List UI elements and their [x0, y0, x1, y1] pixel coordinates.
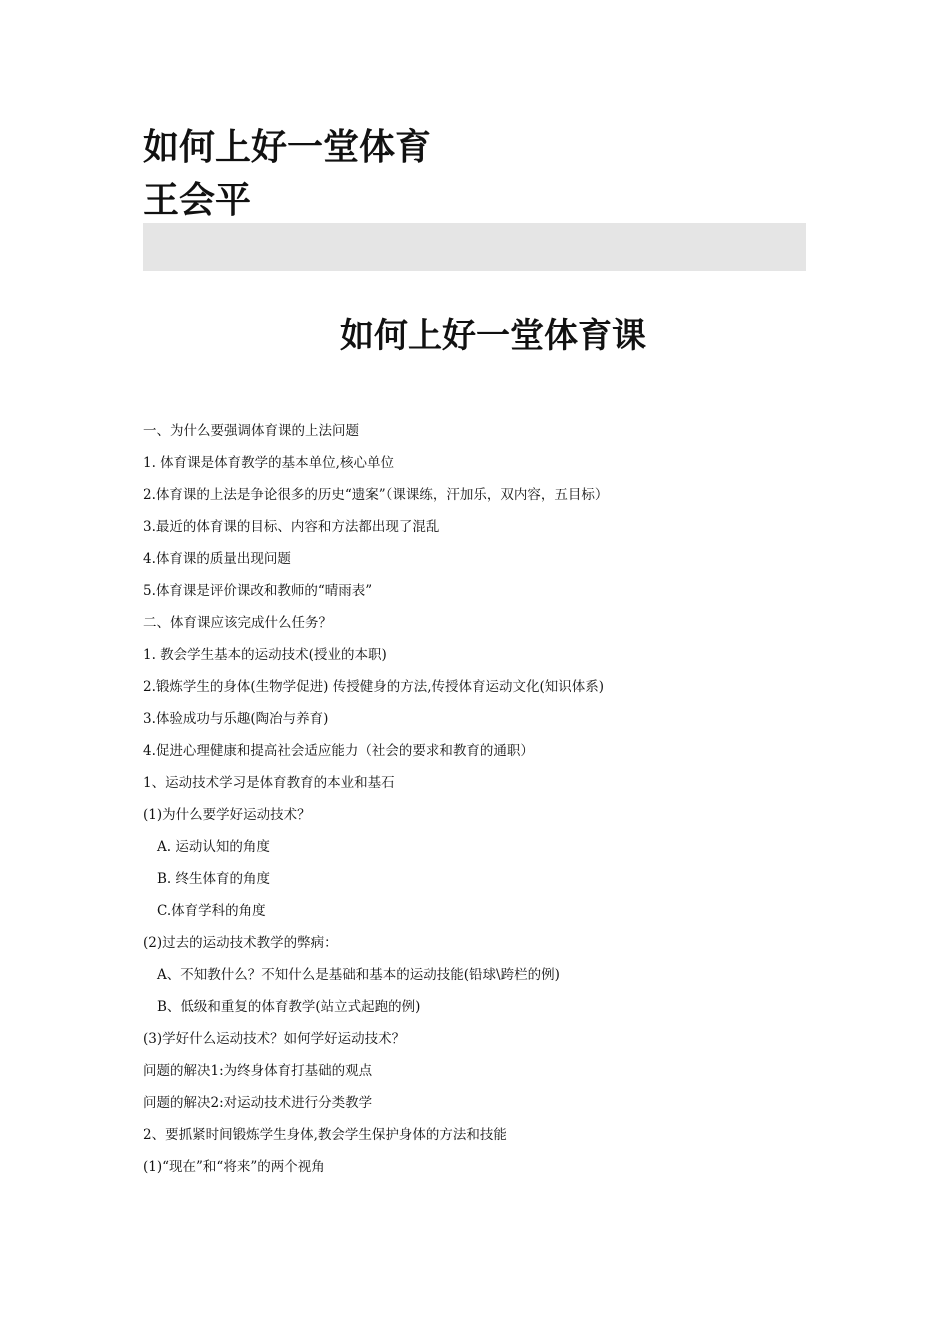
content-line: 2.体育课的上法是争论很多的历史“遗案”（课课练，汗加乐，双内容，五目标）	[143, 487, 609, 503]
content-line: 1. 体育课是体育教学的基本单位,核心单位	[143, 455, 394, 471]
content-line: (1)“现在”和“将来”的两个视角	[143, 1159, 325, 1175]
content-line: (3)学好什么运动技术？如何学好运动技术？	[143, 1031, 406, 1047]
gray-banner	[143, 223, 806, 271]
content-line: (2)过去的运动技术教学的弊病：	[143, 935, 338, 951]
content-line: 5.体育课是评价课改和教师的“晴雨表”	[143, 583, 373, 599]
content-line: 一、为什么要强调体育课的上法问题	[143, 423, 359, 439]
content-line: 4.体育课的质量出现问题	[143, 551, 291, 567]
content-line: 3.最近的体育课的目标、内容和方法都出现了混乱	[143, 519, 440, 535]
content-line: B. 终生体育的角度	[157, 871, 271, 887]
content-line: 1. 教会学生基本的运动技术(授业的本职)	[143, 647, 387, 663]
document-title: 如何上好一堂体育	[143, 127, 432, 168]
author-name: 王会平	[143, 180, 252, 221]
content-list	[143, 420, 843, 1188]
content-line: 4.促进心理健康和提高社会适应能力（社会的要求和教育的通职）	[143, 743, 534, 759]
content-line: 1、运动技术学习是体育教育的本业和基石	[143, 775, 395, 791]
content-line: A. 运动认知的角度	[157, 839, 270, 855]
content-line: C.体育学科的角度	[157, 903, 266, 919]
content-line: 二、体育课应该完成什么任务？	[143, 615, 332, 631]
content-line: B、低级和重复的体育教学(站立式起跑的例)	[157, 999, 421, 1015]
content-line: 问题的解决2:对运动技术进行分类教学	[143, 1095, 373, 1111]
content-line: 2、要抓紧时间锻炼学生身体,教会学生保护身体的方法和技能	[143, 1127, 507, 1143]
content-line: 3.体验成功与乐趣(陶冶与养育)	[143, 711, 329, 727]
content-line: (1)为什么要学好运动技术？	[143, 807, 311, 823]
page-heading: 如何上好一堂体育课	[340, 316, 646, 356]
content-line: 问题的解决1:为终身体育打基础的观点	[143, 1063, 373, 1079]
content-line: A、不知教什么？不知什么是基础和基本的运动技能(铅球\跨栏的例)	[157, 967, 560, 983]
content-line: 2.锻炼学生的身体(生物学促进) 传授健身的方法,传授体育运动文化(知识体系)	[143, 679, 605, 695]
